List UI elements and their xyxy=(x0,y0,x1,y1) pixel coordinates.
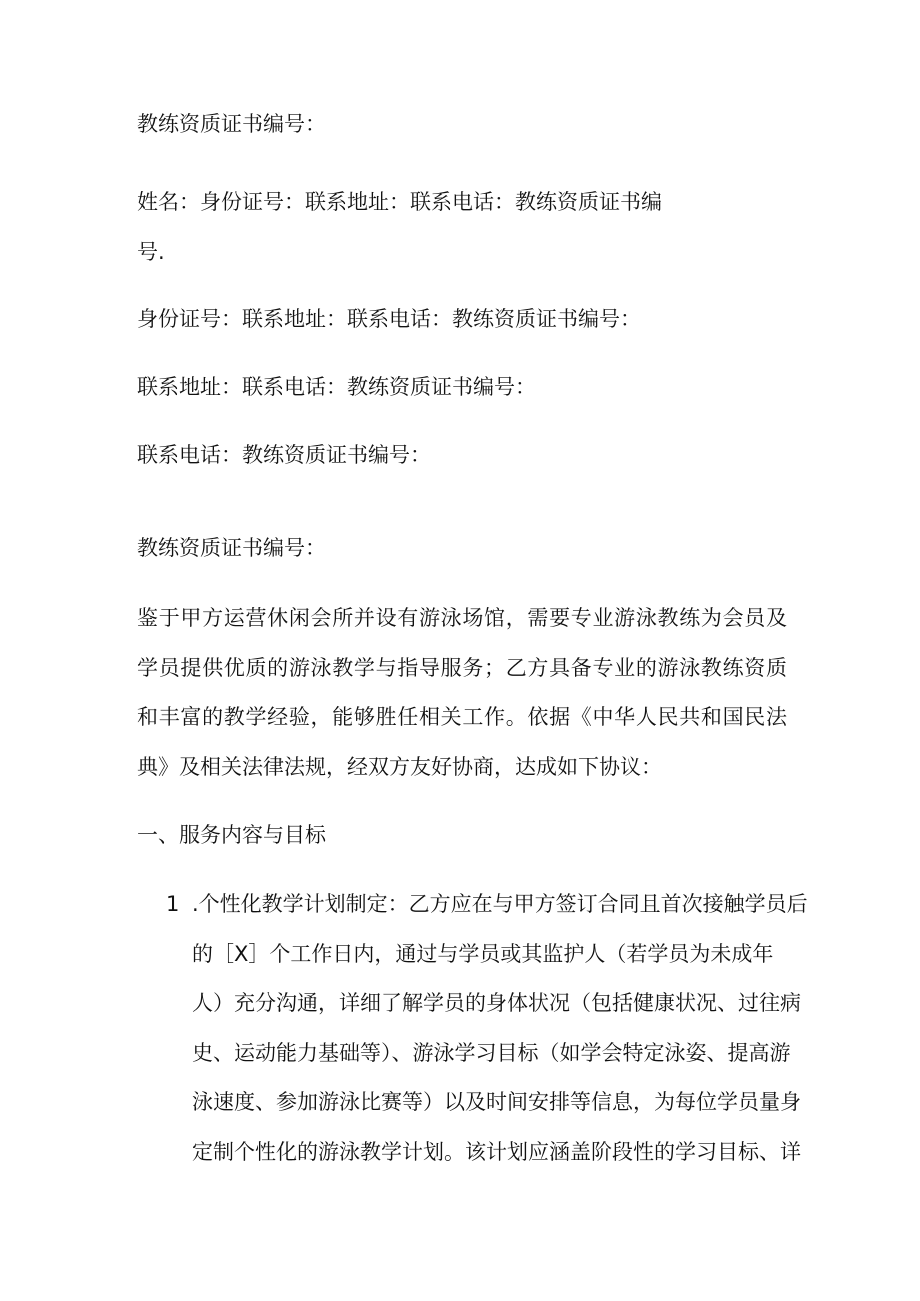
preamble-paragraph: 鉴于甲方运营休闲会所并设有游泳场馆，需要专业游泳教练为会员及学员提供优质的游泳教学与指导服务；乙方具备专业的游泳教练资质和丰富的教学经验，能够胜任相关工作。依据《中华人民共和国民法典》及相关法律法规，经双方友好协商，达成如下协议： xyxy=(137,606,787,779)
certificate-number-line: 教练资质证书编号： xyxy=(137,536,326,560)
address-line: 联系地址：联系电话：教练资质证书编号： xyxy=(137,375,536,399)
list-item-text: 史、运动能力基础等）、游泳学习目标（如学会特定泳姿、提高游 xyxy=(192,1040,791,1065)
list-item-first-line xyxy=(166,880,808,930)
id-number-line: 身份证号：联系地址：联系电话：教练资质证书编号： xyxy=(137,307,641,331)
list-item-text: 定制个性化的游泳教学计划。该计划应涵盖阶段性的学习目标、详 xyxy=(192,1139,801,1164)
list-item-text: 人）充分沟通，详细了解学员的身体状况（包括健康状况、过往病 xyxy=(192,991,801,1015)
party-info-line: 姓名：身份证号：联系地址：联系电话：教练资质证书编 xyxy=(137,190,662,214)
list-item xyxy=(166,880,808,1177)
list-item-text: 的［X］个工作日内，通过与学员或其监护人（若学员为未成年 xyxy=(192,941,774,966)
phone-line: 联系电话：教练资质证书编号： xyxy=(137,443,431,467)
coach-certificate-line: 教练资质证书编号： xyxy=(137,112,326,136)
list-item-number: 1 xyxy=(166,892,180,916)
list-item-text: .个性化教学计划制定：乙方应在与甲方签订合同且首次接触学员后 xyxy=(192,892,808,916)
party-info-line-continued: 号. xyxy=(137,240,165,264)
list-item-text: 泳速度、参加游泳比赛等）以及时间安排等信息，为每位学员量身 xyxy=(192,1090,801,1114)
section-heading: 一、服务内容与目标 xyxy=(137,823,326,847)
